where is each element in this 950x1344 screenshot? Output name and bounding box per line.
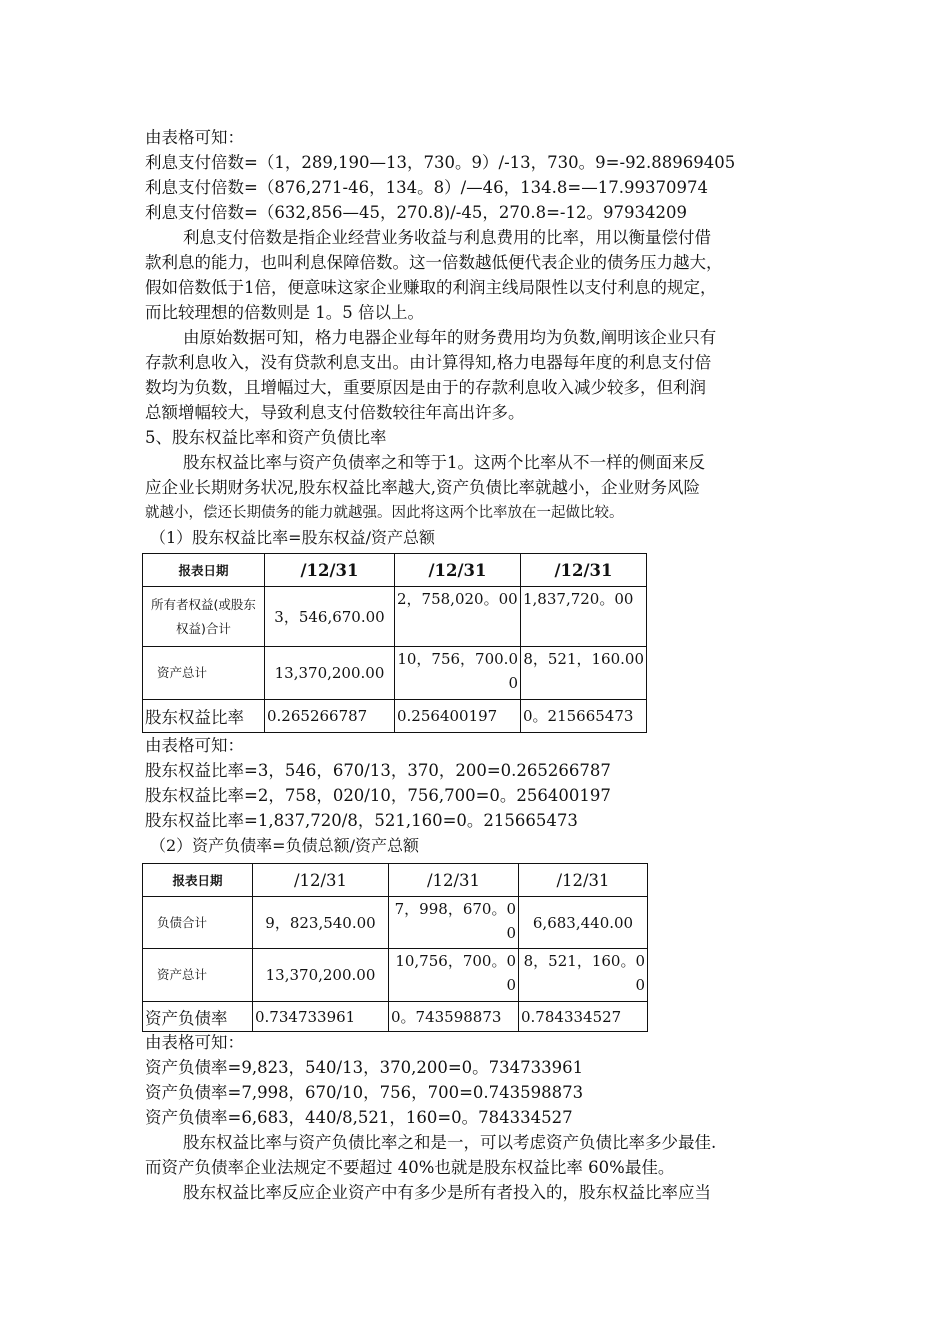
equity-ratio-table: [142, 553, 647, 733]
text-line: 股东权益比率=1,837,720/8，521,160=0。215665473: [145, 811, 578, 830]
header-cell: 报表日期: [143, 554, 265, 587]
header-cell: /12/31: [521, 554, 647, 587]
table-row: [143, 647, 647, 700]
text-line: 由表格可知：: [145, 736, 244, 755]
paragraph-line: 利息支付倍数是指企业经营业务收益与利息费用的比率，用以衡量偿付借: [183, 228, 711, 247]
table-caption: （2）资产负债率=负债总额/资产总额: [150, 836, 419, 855]
table-cell: 0.784334527: [519, 1002, 648, 1032]
table-cell: 0.734733961: [253, 1002, 389, 1032]
row-label: 资产总计: [143, 949, 253, 1002]
paragraph-line: 股东权益比率反应企业资产中有多少是所有者投入的，股东权益比率应当: [183, 1183, 711, 1202]
text-line: 利息支付倍数=（1，289,190—13，730。9）/-13，730。9=-92.88969405: [145, 153, 736, 172]
table-cell: 0.256400197: [395, 700, 521, 733]
table-cell: 10，756，700.00: [395, 647, 521, 700]
row-label: 资产总计: [143, 647, 265, 700]
debt-ratio-table: [142, 863, 648, 1032]
paragraph-line: 款利息的能力，也叫利息保障倍数。这一倍数越低便代表企业的债务压力越大，: [145, 253, 723, 272]
row-label: 负债合计: [143, 897, 253, 949]
paragraph-line: 总额增幅较大，导致利息支付倍数较往年高出许多。: [145, 403, 525, 422]
table-header-row: [143, 864, 648, 897]
paragraph-line: 就越小，偿还长期债务的能力就越强。因此将这两个比率放在一起做比较。: [145, 505, 624, 521]
text-line: 股东权益比率=2，758，020/10，756,700=0。256400197: [145, 786, 611, 805]
header-cell: /12/31: [395, 554, 521, 587]
paragraph-line: 股东权益比率与资产负债比率之和是一，可以考虑资产负债比率多少最佳.: [183, 1133, 717, 1152]
table-cell: 13,370,200.00: [253, 949, 389, 1002]
table-cell: 2，758,020。00: [395, 587, 521, 647]
paragraph-line: 应企业长期财务状况,股东权益比率越大,资产负债比率就越小，企业财务风险: [145, 478, 700, 497]
text-line: 资产负债率=7,998，670/10，756，700=0.743598873: [145, 1083, 584, 1102]
table-cell: 0。215665473: [521, 700, 647, 733]
table-cell: 9，823,540.00: [253, 897, 389, 949]
table-cell: 0。743598873: [389, 1002, 519, 1032]
text-line: 资产负债率=6,683，440/8,521，160=0。784334527: [145, 1108, 573, 1127]
header-cell: /12/31: [519, 864, 648, 897]
table-header-row: [143, 554, 647, 587]
paragraph-line: 假如倍数低于1倍，便意味这家企业赚取的利润主线局限性以支付利息的规定，: [145, 278, 717, 297]
table-row: [143, 897, 648, 949]
row-label: 所有者权益(或股东权益)合计: [143, 587, 265, 647]
paragraph-line: 数均为负数，且增幅过大，重要原因是由于的存款利息收入减少较多，但利润: [145, 378, 706, 397]
text-line: 由表格可知：: [145, 1033, 244, 1052]
table-cell: 8，521，160。00: [519, 949, 648, 1002]
text-line: 由表格可知：: [145, 128, 244, 147]
row-label: 资产负债率: [143, 1002, 253, 1032]
header-cell: /12/31: [389, 864, 519, 897]
text-line: 股东权益比率=3，546，670/13，370，200=0.265266787: [145, 761, 611, 780]
table-cell: 3，546,670.00: [265, 587, 395, 647]
table-cell: 10,756，700。00: [389, 949, 519, 1002]
table-cell: 0.265266787: [265, 700, 395, 733]
header-cell: 报表日期: [143, 864, 253, 897]
table-row: [143, 700, 647, 733]
table-cell: 13,370,200.00: [265, 647, 395, 700]
text-line: 资产负债率=9,823，540/13，370,200=0。734733961: [145, 1058, 584, 1077]
paragraph-line: 而资产负债率企业法规定不要超过 40%也就是股东权益比率 60%最佳。: [145, 1158, 675, 1177]
paragraph-line: 由原始数据可知，格力电器企业每年的财务费用均为负数,阐明该企业只有: [183, 328, 717, 347]
row-label: 股东权益比率: [143, 700, 265, 733]
table-cell: 1,837,720。00: [521, 587, 647, 647]
paragraph-line: 而比较理想的倍数则是 1。5 倍以上。: [145, 303, 424, 322]
table-row: [143, 1002, 648, 1032]
header-cell: /12/31: [265, 554, 395, 587]
paragraph-line: 存款利息收入，没有贷款利息支出。由计算得知,格力电器每年度的利息支付倍: [145, 353, 712, 372]
text-line: 利息支付倍数=（876,271-46，134。8）/—46，134.8=—17.99370974: [145, 178, 708, 197]
section-heading: 5、股东权益比率和资产负债比率: [145, 428, 387, 447]
text-line: 利息支付倍数=（632,856—45，270.8)/-45，270.8=-12。97934209: [145, 203, 687, 222]
table-row: [143, 587, 647, 647]
table-cell: 6,683,440.00: [519, 897, 648, 949]
table-row: [143, 949, 648, 1002]
paragraph-line: 股东权益比率与资产负债率之和等于1。这两个比率从不一样的侧面来反: [183, 453, 705, 472]
table-caption: （1）股东权益比率=股东权益/资产总额: [150, 528, 435, 547]
header-cell: /12/31: [253, 864, 389, 897]
table-cell: 8，521，160.00: [521, 647, 647, 700]
table-cell: 7，998，670。00: [389, 897, 519, 949]
